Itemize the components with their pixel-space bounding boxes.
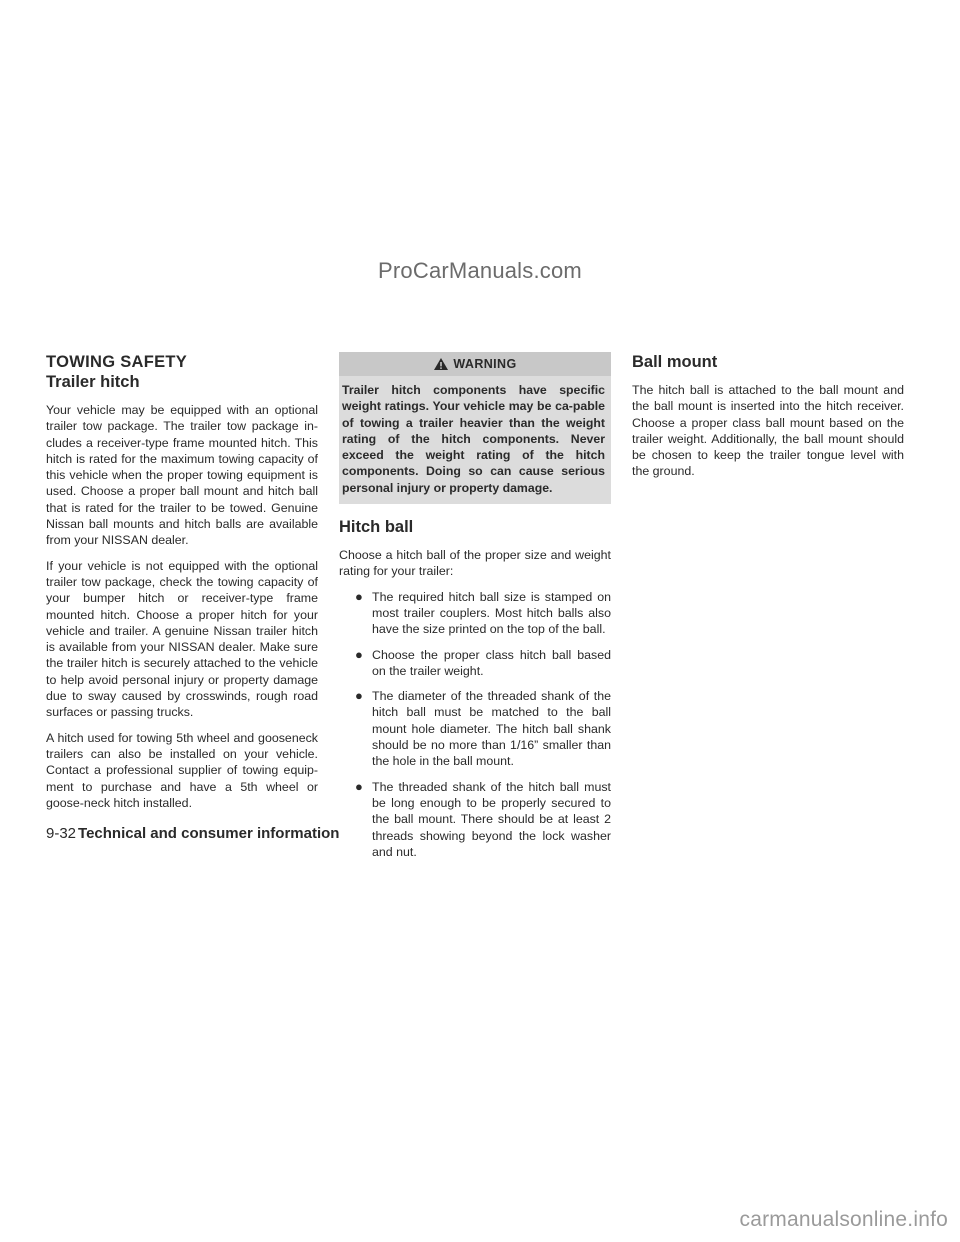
page-footer — [46, 824, 339, 844]
bullet-dot: ● — [355, 588, 363, 604]
warning-text: Trailer hitch components have specific weight ratings. Your vehicle may be ca-pable of towing a trailer heavier than the weight rating of the hitch components. Never exceed the weight rating of the hitch components. Doing so can cause serious personal injury or property damage. — [342, 383, 605, 495]
list-item — [339, 779, 611, 860]
subtitle-ball-mount: Ball mount — [632, 353, 718, 371]
watermark-procarmanuals: ProCarManuals.com — [378, 258, 582, 283]
page-number: 9-32 — [46, 825, 77, 842]
paragraph: The hitch ball is attached to the ball mount and the ball mount is inserted into the hitch receiver. Choose a proper class ball mount based on the trailer weight. Additionally, the ball mount should be chosen to keep the trailer tongue level with the ground. — [632, 383, 904, 479]
paragraph: If your vehicle is not equipped with the optional trailer tow package, check the towing capacity of your bumper hitch or receiver-type frame mounted hitch. Choose a proper hitch for your vehicle and trailer. A genuine Nissan trailer hitch is available from your NISSAN dealer. Make sure the trailer hitch is securely attached to the vehicle to help avoid personal injury or property damage due to sway caused by crosswinds, rough road surfaces or passing trucks. — [46, 558, 318, 720]
paragraph: A hitch used for towing 5th wheel and gooseneck trailers can also be installed on your vehicle. Contact a professional supplier of towing equip-ment to purchase and have a 5th wheel or goose-neck hitch installed. — [46, 730, 318, 810]
column-middle — [339, 352, 611, 869]
list-item-text: The required hitch ball size is stamped on most trailer couplers. Most hitch balls also have the size printed on the top of the ball. — [372, 589, 611, 637]
paragraph: Choose a hitch ball of the proper size and weight rating for your trailer: — [339, 548, 611, 579]
list-item — [339, 688, 611, 769]
watermark-carmanualsonline: carmanualsonline.info — [739, 1208, 948, 1231]
paragraph: Your vehicle may be equipped with an optional trailer tow package. The trailer tow package in-cludes a receiver-type frame mounted hitch. This hitch is rated for the maximum towing capacity of this vehicle when the proper towing equipment is used. Choose a proper ball mount and hitch ball that is rated for the trailer to be towed. Genuine Nissan ball mounts and hitch balls are available from your NISSAN dealer. — [46, 403, 318, 548]
bullet-dot: ● — [355, 646, 363, 662]
subtitle-trailer-hitch: Trailer hitch — [46, 373, 140, 391]
warning-box — [339, 352, 611, 504]
bullet-dot: ● — [355, 688, 363, 704]
list-item — [339, 647, 611, 680]
warning-header — [339, 352, 611, 376]
column-left — [46, 352, 318, 820]
chapter-title: Technical and consumer information — [78, 825, 340, 842]
section-title: TOWING SAFETY — [46, 353, 188, 371]
subtitle-hitch-ball: Hitch ball — [339, 518, 414, 537]
list-item-text: The diameter of the threaded shank of the hitch ball must be matched to the ball mount hole diameter. The hitch ball shank should be no more than 1/16” smaller than the hole in the ball mount. — [372, 689, 611, 769]
warning-label: WARNING — [453, 357, 517, 371]
list-item-text: Choose the proper class hitch ball based on the trailer weight. — [372, 647, 611, 678]
list-item — [339, 589, 611, 638]
list-item-text: The threaded shank of the hitch ball must be long enough to be properly secured to the ball mount. There should be at least 2 threads showing beyond the lock washer and nut. — [372, 779, 611, 859]
bullet-list — [339, 589, 611, 860]
column-right — [632, 352, 904, 489]
warning-triangle-icon — [433, 357, 449, 371]
bullet-dot: ● — [355, 778, 363, 794]
